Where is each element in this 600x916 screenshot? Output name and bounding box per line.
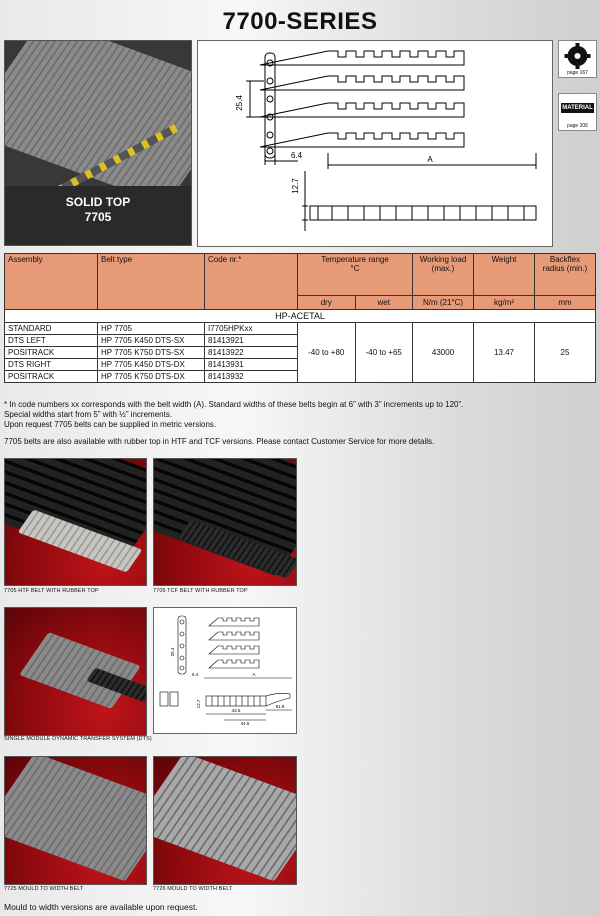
mould-7725-caption: 7725 MOULD TO WIDTH BELT <box>4 886 84 892</box>
mould-7726-photo <box>153 756 297 885</box>
dts-caption: SINGLE MODULE DYNAMIC TRANSFER SYSTEM (DTS) <box>4 736 152 742</box>
page-title: 7700-SERIES <box>222 8 378 35</box>
svg-text:6.4: 6.4 <box>192 672 199 677</box>
dts-technical-drawing <box>153 607 297 734</box>
table-row: DTS LEFT HP 7705 K450 DTS-SX 81413921 <box>5 335 596 347</box>
col-weight: Weight <box>474 254 535 296</box>
table-row: DTS RIGHT HP 7705 K450 DTS-DX 81413931 <box>5 359 596 371</box>
col-backflex: Backflex radius (min.) <box>535 254 596 296</box>
rubber-top-note: 7705 belts are also available with rubber top in HTF and TCF versions. Please contact Customer Service for more details. <box>4 437 435 446</box>
svg-text:44.5: 44.5 <box>240 721 250 726</box>
sprocket-reference[interactable]: page 167 <box>558 40 597 78</box>
material-row: HP-ACETAL <box>5 310 596 323</box>
table-row: POSITRACK HP 7705 K750 DTS-SX 81413922 <box>5 347 596 359</box>
mould-7726-caption: 7726 MOULD TO WIDTH BELT <box>153 886 233 892</box>
solid-top-label: SOLID TOP 7705 <box>5 186 191 245</box>
sub-working-load: N/m (21°C) <box>413 296 474 310</box>
dts-photo <box>4 607 147 736</box>
svg-text:A: A <box>252 672 256 677</box>
width-dimension: A <box>427 155 433 164</box>
tcf-belt-photo <box>153 458 297 586</box>
sub-dry: dry <box>298 296 356 310</box>
sub-weight: kg/m² <box>474 296 535 310</box>
solid-top-photo <box>4 40 192 246</box>
svg-text:12.7: 12.7 <box>196 699 201 709</box>
htf-caption: 7705 HTF BELT WITH RUBBER TOP <box>4 588 99 594</box>
svg-text:25.4: 25.4 <box>170 647 175 657</box>
pitch-dimension: 25.4 <box>235 95 244 111</box>
tcf-caption: 7705 TCF BELT WITH RUBBER TOP <box>153 588 248 594</box>
sprocket-icon <box>559 41 596 69</box>
footer-note: Mould to width versions are available upon request. <box>4 902 198 912</box>
belt-technical-drawing <box>197 40 553 247</box>
specification-table <box>4 253 596 383</box>
sub-backflex: mm <box>535 296 596 310</box>
mould-7725-photo <box>4 756 147 885</box>
footnote: * In code numbers xx corresponds with the belt width (A). Standard widths of these belts begin at 6” with 3” increments up to 120”. Special widths start from 5” with ½” increments. Upon request 7705 belts can be supplied in metric versions. <box>4 400 464 429</box>
material-icon: MATERIAL <box>562 105 593 111</box>
svg-text:91.8: 91.8 <box>275 704 285 709</box>
sub-wet: wet <box>355 296 413 310</box>
col-working-load: Working load (max.) <box>413 254 474 296</box>
col-code: Code nr.* <box>205 254 298 310</box>
material-reference[interactable]: MATERIAL page 206 <box>558 93 597 131</box>
table-row: POSITRACK HP 7705 K750 DTS-DX 81413932 <box>5 371 596 383</box>
thickness-dimension: 6.4 <box>291 151 303 160</box>
col-assembly: Assembly <box>5 254 98 310</box>
svg-text:43.5: 43.5 <box>231 708 241 713</box>
table-row: STANDARD HP 7705 I7705HPKxx -40 to +80 -40 to +65 43000 13.47 25 <box>5 323 596 335</box>
col-belt-type: Belt type <box>98 254 205 310</box>
height-dimension: 12.7 <box>291 178 300 194</box>
htf-belt-photo <box>4 458 147 586</box>
col-temperature: Temperature range °C <box>298 254 413 296</box>
